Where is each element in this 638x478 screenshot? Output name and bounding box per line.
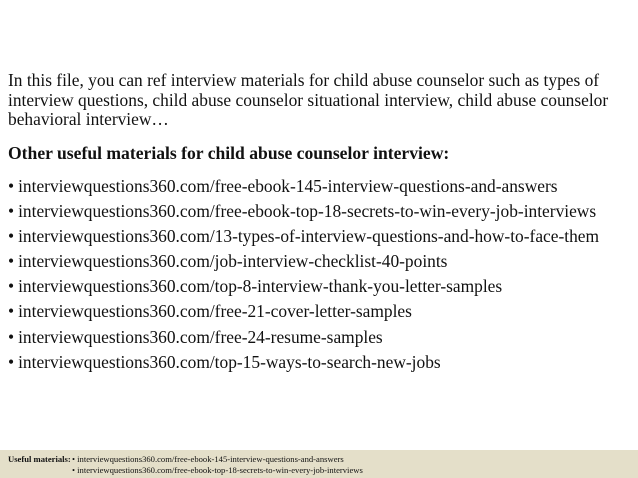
list-item[interactable] xyxy=(8,276,599,301)
intro-line: behavioral interview… xyxy=(8,109,169,129)
bullet-icon: • xyxy=(8,351,15,372)
link-text[interactable]: interviewquestions360.com/free-ebook-top-18-secrets-to-win-every-job-interviews xyxy=(18,201,597,222)
link-text[interactable]: interviewquestions360.com/free-ebook-145-interview-questions-and-answers xyxy=(18,176,558,196)
footer-row xyxy=(8,454,363,465)
footer-label xyxy=(8,454,72,465)
footer-label-text: Useful materials xyxy=(8,454,68,464)
bullet-icon: • xyxy=(8,176,15,196)
link-text[interactable]: interviewquestions360.com/top-15-ways-to-search-new-jobs xyxy=(18,351,441,372)
bullet-icon: • xyxy=(8,201,15,222)
intro-line: In this file, you can ref interview materials for child abuse counselor such as types of xyxy=(8,70,600,90)
materials-link-list xyxy=(8,176,599,377)
list-item[interactable] xyxy=(8,327,599,352)
footer-row xyxy=(8,465,363,476)
bullet-icon: • xyxy=(8,326,15,347)
footer-link[interactable]: • interviewquestions360.com/free-ebook-145-interview-questions-and-answers xyxy=(72,454,344,464)
bullet-icon: • xyxy=(8,251,15,272)
footer-bar xyxy=(0,450,638,478)
footer-label-colon: : xyxy=(67,454,71,464)
intro-line: interview questions, child abuse counselor situational interview, child abuse counselor xyxy=(8,89,609,110)
list-item[interactable] xyxy=(8,201,599,226)
list-item[interactable] xyxy=(8,251,599,276)
link-text[interactable]: interviewquestions360.com/top-8-interview-thank-you-letter-samples xyxy=(18,276,503,297)
list-item[interactable] xyxy=(8,226,599,251)
list-item[interactable] xyxy=(8,176,599,201)
bullet-icon: • xyxy=(8,226,15,247)
bullet-icon: • xyxy=(8,276,15,297)
bullet-icon: • xyxy=(8,301,15,322)
link-text[interactable]: interviewquestions360.com/job-interview-checklist-40-points xyxy=(18,251,448,272)
list-item[interactable] xyxy=(8,301,599,326)
link-text[interactable]: interviewquestions360.com/free-21-cover-letter-samples xyxy=(18,301,412,322)
intro-paragraph xyxy=(8,71,630,130)
link-text[interactable]: interviewquestions360.com/free-24-resume-samples xyxy=(18,326,383,347)
link-text[interactable]: interviewquestions360.com/13-types-of-interview-questions-and-how-to-face-them xyxy=(18,226,600,247)
list-item[interactable] xyxy=(8,352,599,377)
footer-content xyxy=(8,454,363,476)
footer-link[interactable]: • interviewquestions360.com/free-ebook-top-18-secrets-to-win-every-job-interviews xyxy=(72,465,363,475)
section-heading: Other useful materials for child abuse counselor interview: xyxy=(8,143,450,163)
